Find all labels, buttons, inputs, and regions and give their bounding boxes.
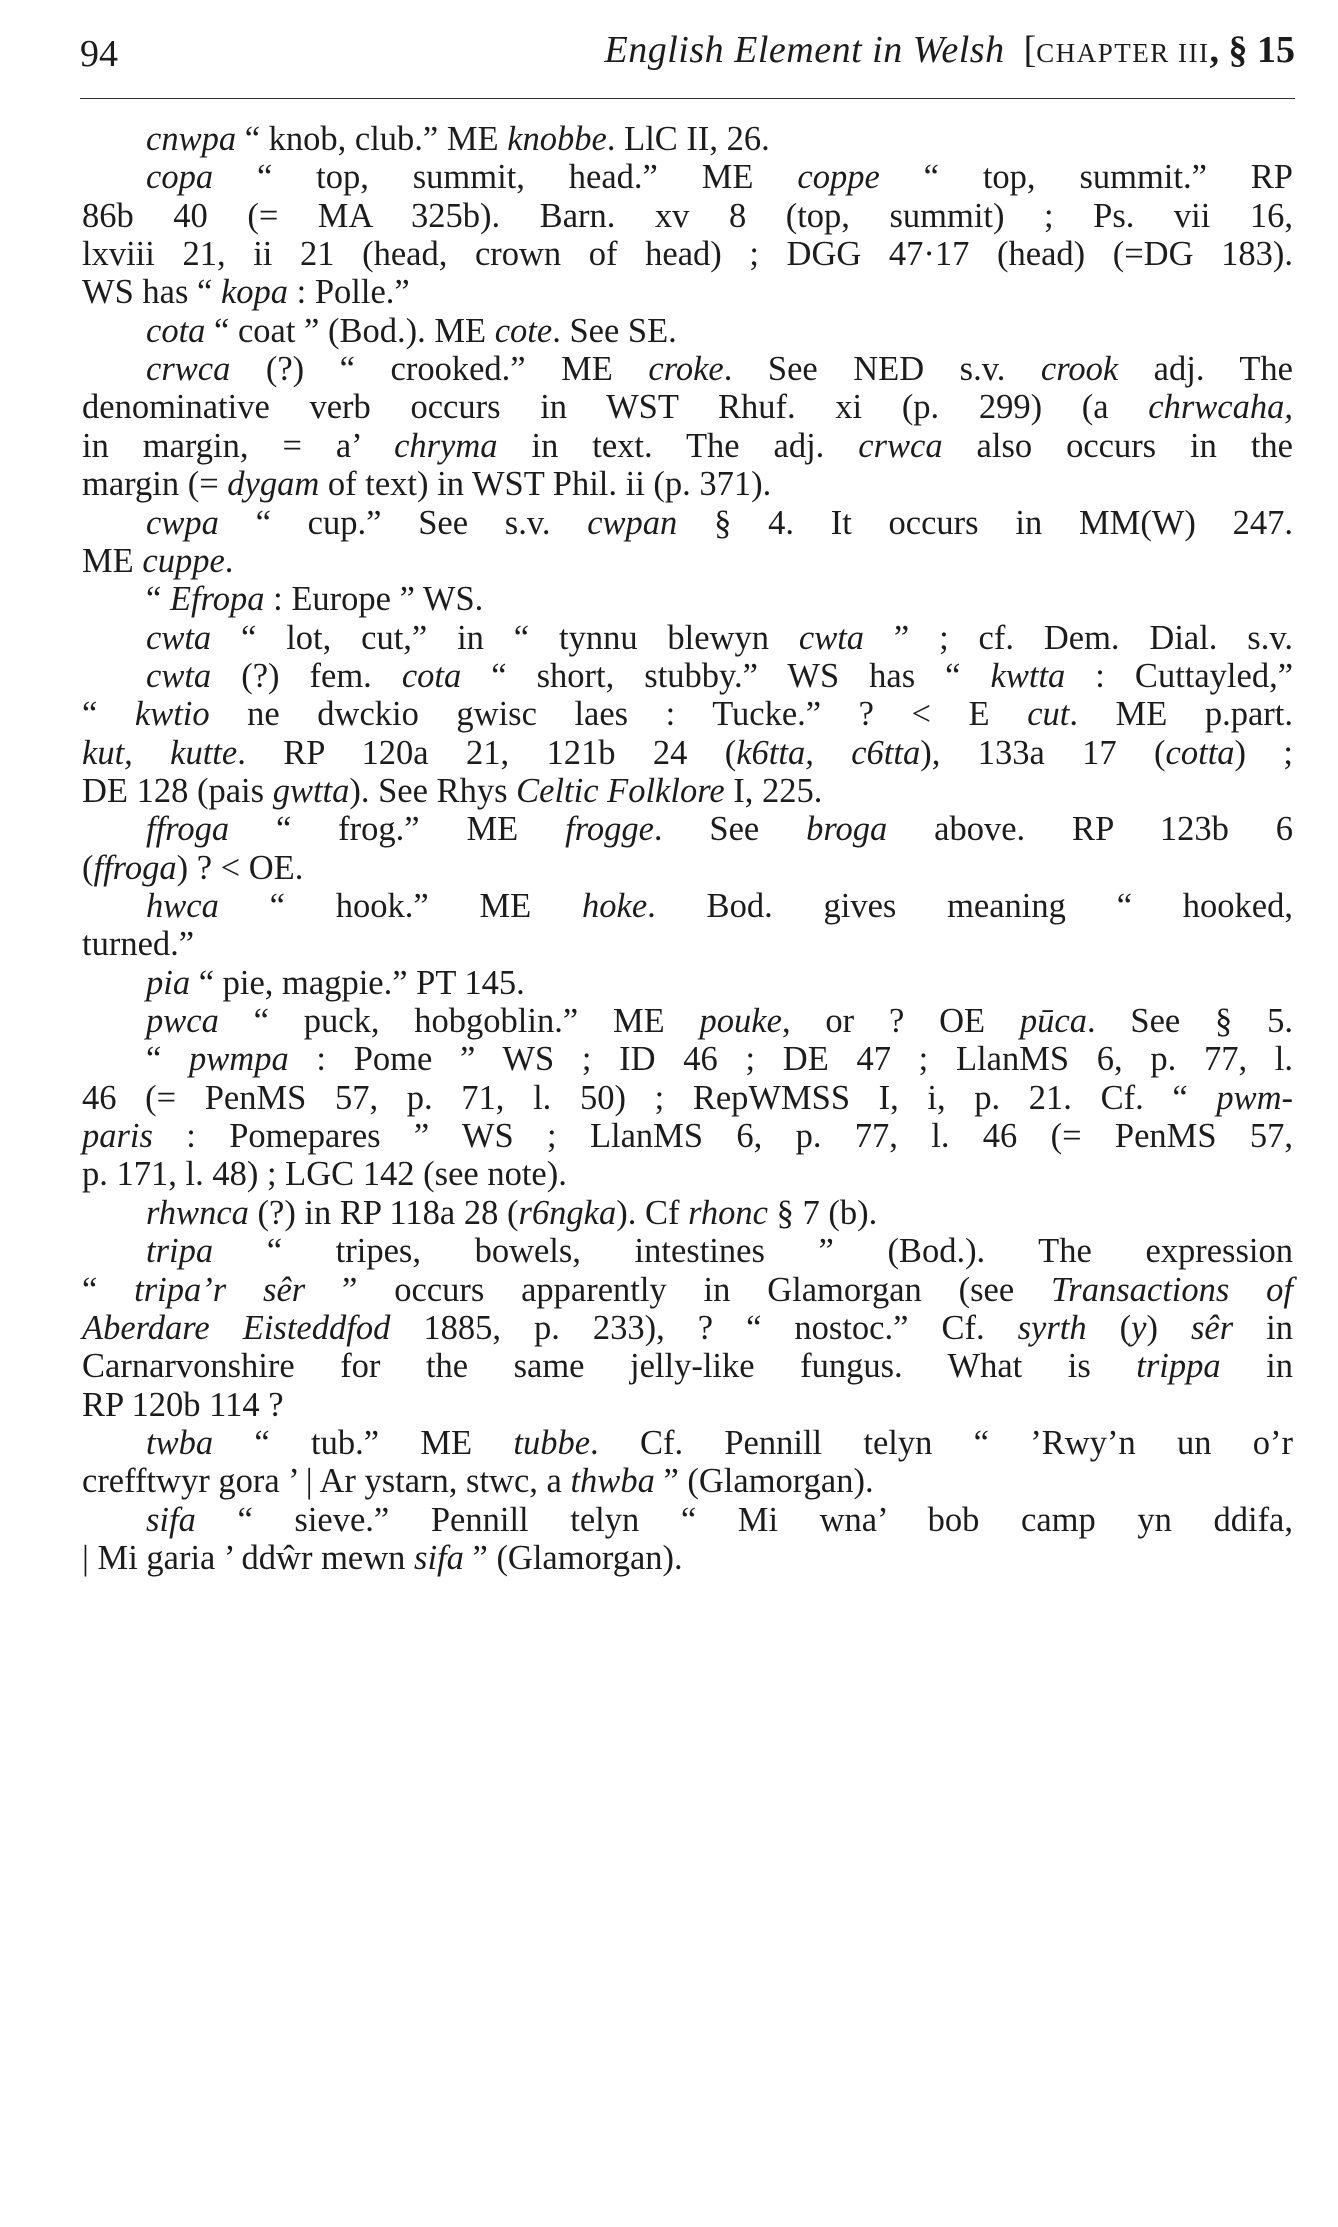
italic-term: cwta bbox=[798, 618, 865, 657]
text-run: ME bbox=[82, 541, 143, 580]
italic-term: Celtic Folklore bbox=[516, 771, 725, 810]
italic-term: copa bbox=[146, 158, 214, 197]
italic-term: hwca bbox=[146, 887, 219, 925]
italic-term: twba bbox=[146, 1423, 214, 1462]
italic-term: kwtta bbox=[990, 656, 1066, 695]
italic-term: sêr bbox=[1190, 1308, 1234, 1347]
text-run: “ tripes, bowels, intestines ” (Bod.). The expression bbox=[213, 1232, 1293, 1271]
text-run: . See SE. bbox=[552, 311, 677, 350]
text-run: WS has “ bbox=[82, 273, 221, 312]
text-run: , or ? OE bbox=[781, 1002, 1020, 1041]
italic-term: crwca bbox=[146, 350, 231, 389]
text-run: Carnarvonshire for the same jelly-like fungus. What is bbox=[82, 1347, 1137, 1386]
italic-term: pwmpa bbox=[189, 1040, 289, 1079]
italic-term: cuppe bbox=[142, 541, 225, 580]
italic-term: sifa bbox=[146, 1500, 196, 1539]
text-line bbox=[82, 1534, 1293, 1582]
text-run: “ cup.” See s.v. bbox=[218, 503, 588, 542]
text-run: in bbox=[1233, 1308, 1293, 1347]
header-rule bbox=[80, 98, 1295, 99]
italic-term: tripa’r sêr bbox=[134, 1270, 306, 1309]
text-run: ) bbox=[1146, 1308, 1191, 1347]
italic-term: cwpan bbox=[587, 503, 678, 542]
italic-term: croke bbox=[648, 350, 724, 389]
running-header bbox=[80, 28, 1295, 78]
text-run: “ bbox=[146, 1040, 190, 1079]
text-run: adj. The bbox=[1118, 350, 1293, 389]
text-run: ” occurs apparently in Glamorgan (see bbox=[305, 1270, 1052, 1309]
text-run: ne dwckio gwisc laes : Tucke.” ? < E bbox=[209, 695, 1028, 734]
text-run: of text) in WST Phil. ii (p. 371). bbox=[319, 465, 772, 504]
text-run: (?) fem. bbox=[211, 656, 402, 695]
text-run: . bbox=[224, 541, 234, 580]
text-run: : Pome ” WS ; ID 46 ; DE 47 ; LlanMS 6, p. 77, l. bbox=[288, 1040, 1293, 1079]
text-run: turned.” bbox=[82, 925, 195, 964]
text-run: 1885, p. 233), ? “ nostoc.” Cf. bbox=[390, 1308, 1018, 1347]
italic-term: cwpa bbox=[146, 503, 219, 542]
text-run: p. 171, l. 48) ; LGC 142 (see note). bbox=[82, 1155, 567, 1194]
text-run: “ short, stubby.” WS has “ bbox=[461, 656, 991, 695]
italic-term: gwtta bbox=[272, 771, 350, 810]
italic-term: thwba bbox=[570, 1462, 655, 1501]
chapter-label: CHAPTER III bbox=[1036, 38, 1210, 68]
italic-term: cnwpa bbox=[146, 120, 237, 158]
chapter-bracket: [ bbox=[1023, 29, 1037, 71]
italic-term: cwta bbox=[146, 618, 212, 657]
italic-term: syrth bbox=[1017, 1308, 1087, 1347]
text-run: . Bod. gives meaning “ hooked, bbox=[647, 887, 1293, 925]
italic-term: ffroga bbox=[146, 810, 230, 849]
text-run: § 7 (b). bbox=[767, 1193, 878, 1232]
italic-term: rhonc bbox=[688, 1193, 768, 1232]
text-run: RP 120b 114 ? bbox=[82, 1385, 284, 1424]
italic-term: coppe bbox=[797, 158, 880, 197]
text-run: ” (Glamorgan). bbox=[654, 1462, 874, 1501]
text-run: “ bbox=[82, 1270, 135, 1309]
italic-term: chrwcaha, bbox=[1148, 388, 1293, 427]
text-run: “ hook.” ME bbox=[218, 887, 582, 925]
running-title bbox=[605, 28, 1295, 72]
text-run: “ lot, cut,” in “ tynnu blewyn bbox=[211, 618, 799, 657]
text-run: “ sieve.” Pennill telyn “ Mi wna’ bob camp yn ddifa, bbox=[195, 1500, 1293, 1539]
text-run: : Cuttayled,” bbox=[1065, 656, 1294, 695]
italic-term: cotta bbox=[1165, 733, 1235, 772]
italic-term: frogge bbox=[565, 810, 654, 849]
italic-term: hoke bbox=[582, 887, 648, 925]
italic-term: Efropa bbox=[169, 580, 265, 619]
italic-term: crook bbox=[1040, 350, 1119, 389]
text-run: in text. The adj. bbox=[497, 426, 859, 465]
text-run: . See NED s.v. bbox=[723, 350, 1041, 389]
text-run: “ knob, club.” ME bbox=[236, 120, 508, 158]
text-run: | Mi garia ’ ddŵr mewn bbox=[82, 1538, 415, 1577]
italic-term: tubbe bbox=[513, 1423, 591, 1462]
text-run: in bbox=[1220, 1347, 1293, 1386]
italic-term: cota bbox=[401, 656, 462, 695]
italic-term: k6tta, c6tta bbox=[736, 733, 921, 772]
text-run: DE 128 (pais bbox=[82, 771, 273, 810]
text-run: ), 133a 17 ( bbox=[920, 733, 1166, 772]
text-run: . Cf. Pennill telyn “ ’Rwy’n un o’r bbox=[590, 1423, 1294, 1462]
text-run: ” ; cf. Dem. Dial. s.v. bbox=[864, 618, 1293, 657]
italic-term: pouke bbox=[699, 1002, 782, 1041]
italic-term: rhwnca bbox=[146, 1193, 249, 1232]
text-run: ( bbox=[82, 848, 94, 887]
text-run: “ top, summit, head.” ME bbox=[213, 158, 798, 197]
text-run: ” (Glamorgan). bbox=[463, 1538, 683, 1577]
italic-term: kut, kutte bbox=[82, 733, 238, 772]
text-run: “ tub.” ME bbox=[213, 1423, 514, 1462]
text-run: . See bbox=[653, 810, 807, 849]
italic-term: broga bbox=[806, 810, 888, 849]
text-run: : Pomepares ” WS ; LlanMS 6, p. 77, l. 46 (= PenMS 57, bbox=[152, 1117, 1293, 1156]
text-run: § 4. It occurs in MM(W) 247. bbox=[677, 503, 1293, 542]
italic-term: r6ngka bbox=[518, 1193, 617, 1232]
italic-term: tripa bbox=[146, 1232, 214, 1271]
text-run: ). Cf bbox=[616, 1193, 689, 1232]
text-run: “ puck, hobgoblin.” ME bbox=[218, 1002, 700, 1041]
italic-term: pia bbox=[146, 963, 191, 1002]
italic-term: sifa bbox=[414, 1538, 464, 1577]
italic-term: ffroga bbox=[93, 848, 177, 887]
text-run: lxviii 21, ii 21 (head, crown of head) ; DGG 47·17 (head) (=DG 183). bbox=[82, 235, 1293, 274]
text-run: margin (= bbox=[82, 465, 228, 504]
text-run: . LlC II, 26. bbox=[606, 120, 770, 158]
italic-term: Aberdare Eisteddfod bbox=[82, 1308, 391, 1347]
text-run: denominative verb occurs in WST Rhuf. xi (p. 299) (a bbox=[82, 388, 1149, 427]
section-label: , § 15 bbox=[1209, 29, 1295, 71]
italic-term: Transactions of bbox=[1051, 1270, 1293, 1309]
text-run: (?) in RP 118a 28 ( bbox=[248, 1193, 519, 1232]
text-run: . RP 120a 21, 121b 24 ( bbox=[237, 733, 737, 772]
italic-term: dygam bbox=[227, 465, 320, 504]
italic-term: knobbe bbox=[507, 120, 607, 158]
text-run: ( bbox=[1086, 1308, 1132, 1347]
italic-term: y bbox=[1131, 1308, 1147, 1347]
text-run: “ coat ” (Bod.). ME bbox=[205, 311, 495, 350]
italic-term: cut bbox=[1027, 695, 1070, 734]
text-run: crefftwyr gora ’ | Ar ystarn, stwc, a bbox=[82, 1462, 571, 1501]
text-run: . ME p.part. bbox=[1069, 695, 1293, 734]
text-run: (?) “ crooked.” ME bbox=[230, 350, 649, 389]
text-run: . See § 5. bbox=[1086, 1002, 1293, 1041]
italic-term: cota bbox=[146, 311, 206, 350]
italic-term: pwca bbox=[146, 1002, 219, 1041]
text-run: “ bbox=[146, 580, 170, 619]
italic-term: cwta bbox=[146, 656, 212, 695]
text-run: : Polle.” bbox=[288, 273, 410, 312]
italic-term: cote bbox=[494, 311, 553, 350]
italic-term: kopa bbox=[220, 273, 289, 312]
text-run: I, 225. bbox=[724, 771, 823, 810]
text-run: above. RP 123b 6 bbox=[887, 810, 1293, 849]
italic-term: pwm- bbox=[1216, 1078, 1293, 1117]
text-run: ) ; bbox=[1234, 733, 1293, 772]
text-run: “ frog.” ME bbox=[229, 810, 566, 849]
text-run: 46 (= PenMS 57, p. 71, l. 50) ; RepWMSS I, i, p. 21. Cf. “ bbox=[82, 1078, 1217, 1117]
italic-term: kwtio bbox=[134, 695, 210, 734]
book-title: English Element in Welsh bbox=[604, 29, 1005, 71]
italic-term: chryma bbox=[394, 426, 498, 465]
page-number: 94 bbox=[80, 33, 118, 75]
text-run: “ pie, magpie.” PT 145. bbox=[190, 963, 525, 1002]
text-run: also occurs in the bbox=[942, 426, 1293, 465]
italic-term: paris bbox=[82, 1117, 153, 1156]
text-run: ). See Rhys bbox=[349, 771, 517, 810]
italic-term: crwca bbox=[858, 426, 943, 465]
text-run: in margin, = a’ bbox=[82, 426, 395, 465]
text-run: “ bbox=[82, 695, 135, 734]
text-run: ) ? < OE. bbox=[176, 848, 304, 887]
text-run: 86b 40 (= MA 325b). Barn. xv 8 (top, summit) ; Ps. vii 16, bbox=[82, 196, 1293, 235]
text-run: : Europe ” WS. bbox=[264, 580, 484, 619]
text-run: “ top, summit.” RP bbox=[879, 158, 1293, 197]
italic-term: pūca bbox=[1019, 1002, 1087, 1041]
italic-term: trippa bbox=[1136, 1347, 1221, 1386]
